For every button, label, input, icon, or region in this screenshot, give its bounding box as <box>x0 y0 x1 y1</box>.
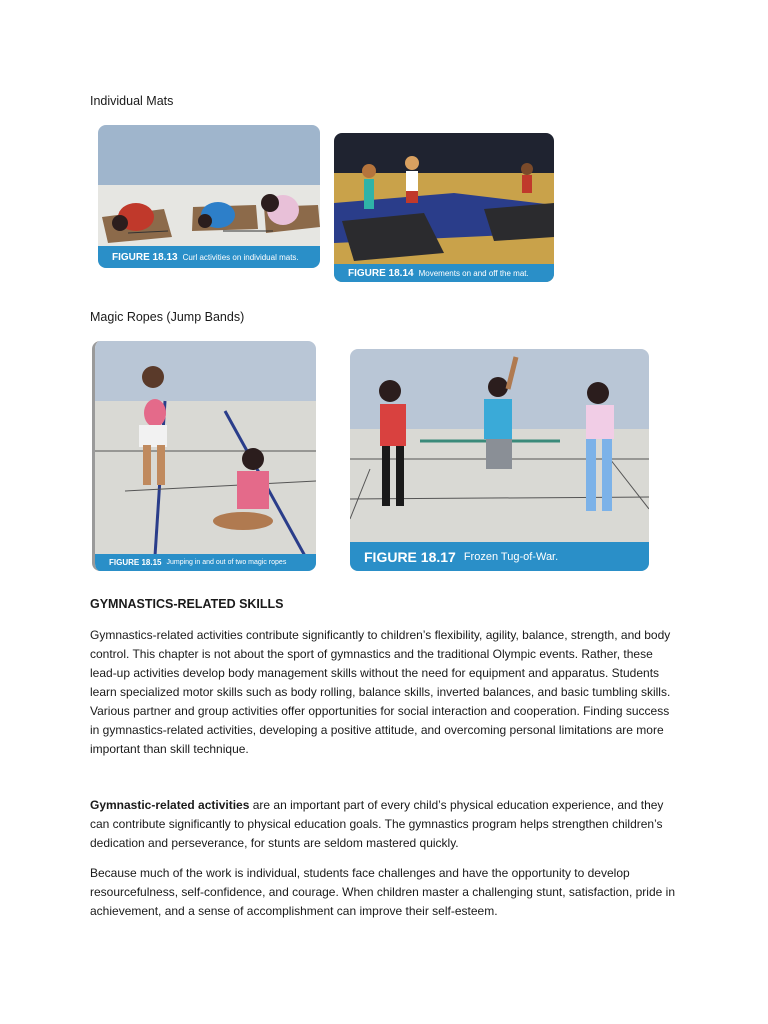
figure-text: Jumping in and out of two magic ropes <box>166 559 287 566</box>
figure-18-15-photo <box>92 341 316 571</box>
paragraph-benefits <box>90 796 680 853</box>
figure-18-13-photo <box>98 125 320 268</box>
figure-label: FIGURE 18.17 <box>364 548 456 565</box>
mat-movements-illustration <box>334 133 554 282</box>
figure-18-14-photo <box>334 133 554 282</box>
bold-term: Gymnastic-related activities <box>90 798 250 812</box>
figure-18-13-caption <box>98 246 320 268</box>
frozen-tug-of-war-illustration <box>350 349 649 571</box>
figure-18-14-caption <box>334 264 554 282</box>
heading-individual-mats: Individual Mats <box>90 94 174 108</box>
figure-text: Curl activities on individual mats. <box>182 252 299 262</box>
paragraph-benefits-text: are an important part of every child’s physical education experience, and they can contribute significantly to physical education goals. The gymnastics program helps strengthen children’s dedication and perseverance, for stunts are seldom mastered quickly. <box>90 798 664 850</box>
section-title: GYMNASTICS-RELATED SKILLS <box>90 597 284 611</box>
paragraph-intro: Gymnastics-related activities contribute significantly to children’s flexibility, agility, balance, strength, and body control. This chapter is not about the sport of gymnastics and the traditional Olympic events. Rather, these lead-up activities develop body management skills without the need for equipment and apparatus. Students learn specialized motor skills such as body rolling, balance skills, inverted balances, and basic tumbling skills. Various partner and group activities offer opportunities for social interaction and cooperation. Finding success in gymnastics-related activities, developing a positive attitude, and overcoming personal limitations are more important than skill technique. <box>90 628 671 756</box>
figure-label: FIGURE 18.14 <box>348 267 414 279</box>
figure-text: Movements on and off the mat. <box>418 268 529 278</box>
figure-text: Frozen Tug-of-War. <box>463 550 559 563</box>
figure-label: FIGURE 18.13 <box>112 251 178 263</box>
heading-magic-ropes: Magic Ropes (Jump Bands) <box>90 310 245 324</box>
figure-18-15-caption <box>95 554 316 571</box>
figure-label: FIGURE 18.15 <box>109 558 162 567</box>
paragraph-self-esteem: Because much of the work is individual, students face challenges and have the opportunity to develop resourcefulness, self-confidence, and courage. When children master a challenging stunt, satisfaction, pride in achievement, and a sense of accomplishment can improve their self-esteem. <box>90 866 675 918</box>
figure-18-17-caption <box>350 542 649 571</box>
magic-ropes-illustration <box>95 341 316 571</box>
figure-18-17-photo <box>350 349 649 571</box>
